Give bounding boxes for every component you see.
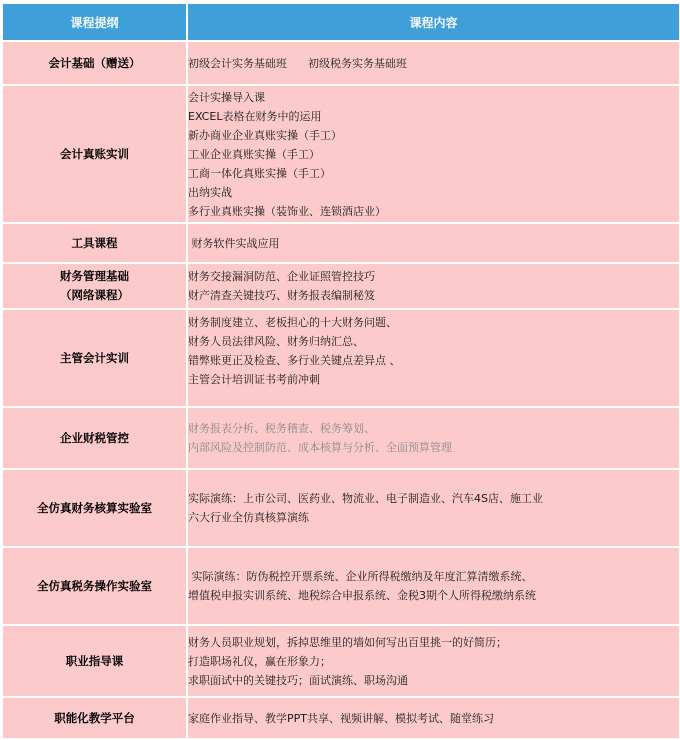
table-row (2, 41, 680, 85)
content-line: 财务人员法律风险、财务归纳汇总、 (188, 335, 364, 348)
content-line: 实际演练：上市公司、医药业、物流业、电子制造业、汽车4S店、施工业 (188, 492, 543, 505)
course-name (2, 85, 187, 223)
content-line: 工商一体化真账实操（手工） (188, 166, 331, 180)
course-name (2, 407, 187, 469)
course-content (187, 309, 680, 407)
table-row (2, 407, 680, 469)
content-line: 多行业真账实操（装饰业、连锁酒店业） (188, 204, 386, 218)
course-name (2, 697, 187, 739)
course-name-line: 主管会计实训 (60, 350, 129, 365)
course-name (2, 309, 187, 407)
content-line: 内部风险及控制防范、成本核算与分析、全面预算管理 (188, 441, 452, 454)
course-name (2, 263, 187, 309)
table-row (2, 223, 680, 263)
course-name (2, 223, 187, 263)
table-row (2, 697, 680, 739)
table-row (2, 263, 680, 309)
content-line: 财产清查关键技巧、财务报表编制秘笈 (188, 289, 375, 302)
course-name-line: （网络课程） (60, 288, 129, 302)
content-line: 主管会计培训证书考前冲刺 (188, 373, 320, 386)
content-line: 出纳实战 (188, 185, 232, 199)
table-row (2, 469, 680, 547)
course-content (187, 697, 680, 739)
course-content (187, 547, 680, 625)
content-line: 错弊账更正及检查、多行业关键点差异点 、 (188, 354, 401, 367)
course-name (2, 625, 187, 697)
content-line: 六大行业全仿真核算演练 (188, 511, 309, 524)
course-content (187, 469, 680, 547)
header-course-content: 课程内容 (187, 3, 680, 41)
content-line: EXCEL表格在财务中的运用 (188, 109, 322, 123)
table-header-row (2, 3, 680, 41)
course-content (187, 41, 680, 85)
course-content (187, 407, 680, 469)
course-content (187, 223, 680, 263)
table-row (2, 309, 680, 407)
table-row (2, 85, 680, 223)
course-outline-table (1, 2, 680, 740)
content-line: 打造职场礼仪，赢在形象力； (188, 654, 331, 668)
header-course-outline: 课程提纲 (2, 3, 187, 41)
content-line: 增值税申报实训系统、地税综合申报系统、金税3期个人所得税缴纳系统 (188, 589, 536, 602)
content-line: 财务制度建立、老板担心的十大财务问题、 (188, 316, 397, 329)
content-line: 财务软件实战应用 (188, 236, 280, 250)
course-name (2, 547, 187, 625)
course-name-line: 企业财税管控 (60, 430, 129, 445)
content-line: 财务交接漏洞防范、企业证照管控技巧 (188, 270, 375, 283)
course-name (2, 469, 187, 547)
content-line: 工业企业真账实操（手工） (188, 147, 320, 161)
content-line: 会计实操导入课 (188, 90, 265, 104)
course-name-line: 会计真账实训 (60, 146, 129, 161)
course-name-line: 财务管理基础 (60, 269, 129, 283)
content-line: 初级会计实务基础班 初级税务实务基础班 (188, 56, 407, 70)
course-name-line: 全仿真税务操作实验室 (37, 578, 152, 593)
course-name-line: 职业指导课 (65, 653, 124, 668)
table-row (2, 547, 680, 625)
course-content (187, 625, 680, 697)
course-name (2, 41, 187, 85)
content-line: 新办商业企业真账实操（手工） (188, 128, 342, 142)
course-name-line: 职能化教学平台 (54, 710, 135, 725)
content-line: 家庭作业指导、教学PPT共享、视频讲解、模拟考试、随堂练习 (188, 711, 494, 725)
content-line: 财务人员职业规划，拆掉思维里的墙如何写出百里挑一的好简历； (188, 635, 507, 649)
course-name-line: 会计基础（赠送） (48, 55, 141, 70)
course-name-line: 工具课程 (71, 235, 118, 250)
course-content (187, 85, 680, 223)
content-line: 求职面试中的关键技巧；面试演练、职场沟通 (188, 673, 408, 687)
content-line: 财务报表分析、税务稽查、税务筹划、 (188, 422, 375, 435)
course-name-line: 全仿真财务核算实验室 (37, 500, 152, 515)
course-content (187, 263, 680, 309)
table-row (2, 625, 680, 697)
content-line: 实际演练：防伪税控开票系统、企业所得税缴纳及年度汇算清缴系统、 (188, 570, 533, 583)
